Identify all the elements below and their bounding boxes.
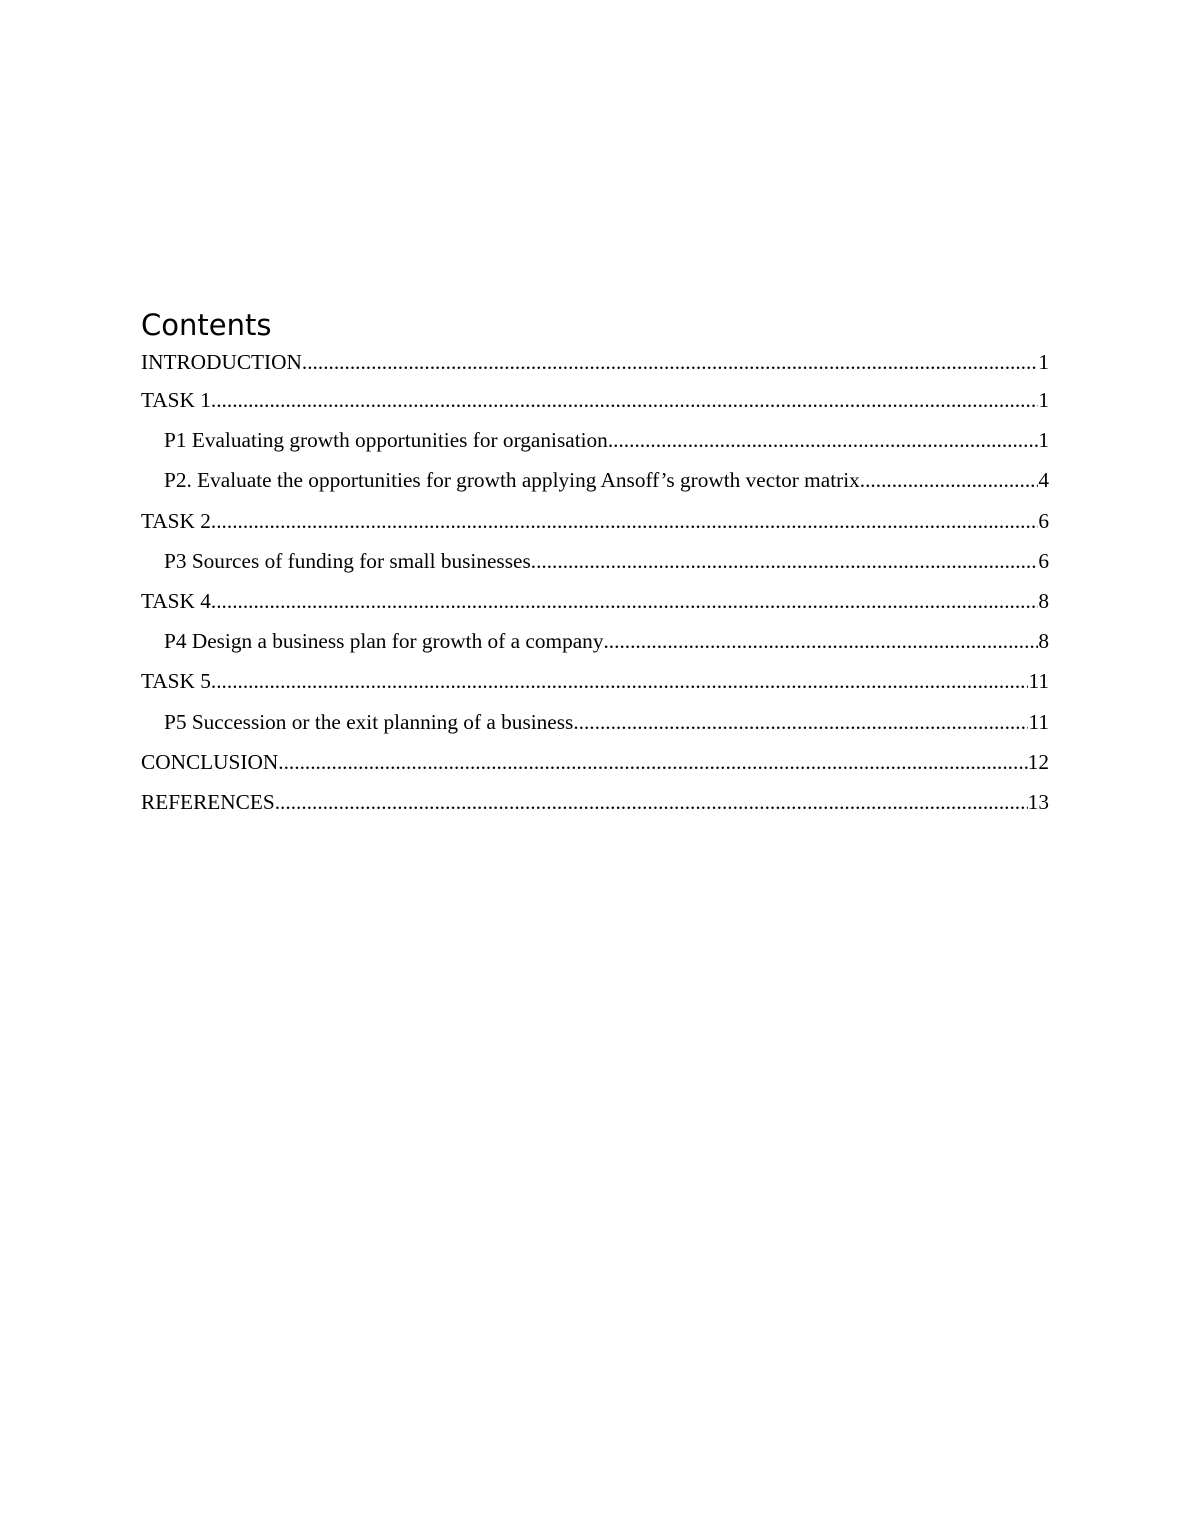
toc-entry-text: TASK 2 [141,508,211,533]
toc-dot-leader [275,782,1028,822]
toc-entry-p1[interactable] [141,420,1049,460]
toc-entry-p3[interactable] [141,541,1049,581]
toc-entry-text: REFERENCES [141,789,275,814]
toc-entry-p4[interactable] [141,621,1049,661]
toc-entry-text: P1 Evaluating growth opportunities for organisation [164,428,608,453]
toc-page-number: 6 [1038,508,1049,533]
toc-dot-leader [531,541,1039,581]
toc-entry-text: TASK 4 [141,588,211,613]
toc-page-number: 6 [1038,548,1049,573]
toc-dot-leader [302,344,1038,380]
toc-entry-task-4[interactable] [141,581,1049,621]
toc-entry-references[interactable] [141,782,1049,822]
toc-entry-p5[interactable] [141,702,1049,742]
toc-dot-leader [211,661,1029,701]
toc-entry-conclusion[interactable] [141,742,1049,782]
toc-page-number: 8 [1038,629,1049,654]
toc-entry-text: TASK 1 [141,388,211,412]
toc-entry-introduction[interactable] [141,344,1049,380]
toc-dot-leader [603,621,1038,661]
toc-entry-p2[interactable] [141,460,1049,500]
toc-list [141,344,1049,822]
toc-entry-text: P3 Sources of funding for small businesses [164,548,531,573]
toc-dot-leader [860,460,1039,500]
toc-dot-leader [608,420,1039,460]
toc-entry-text: P2. Evaluate the opportunities for growth applying Ansoff’s growth vector matrix [164,468,860,493]
toc-entry-text: CONCLUSION [141,749,279,774]
toc-dot-leader [573,702,1028,742]
toc-page-number: 1 [1038,428,1049,453]
toc-page-number: 13 [1027,789,1049,814]
toc-page-number: 1 [1038,388,1049,412]
toc-page-number: 11 [1028,709,1049,734]
toc-entry-text: P5 Succession or the exit planning of a business [164,709,574,734]
table-of-contents [141,306,1049,822]
toc-title: Contents [141,308,272,342]
toc-entry-task-5[interactable] [141,661,1049,701]
toc-dot-leader [211,501,1038,541]
toc-dot-leader [211,380,1038,420]
toc-page-number: 12 [1027,749,1049,774]
toc-page-number: 11 [1028,669,1049,694]
toc-entry-task-1[interactable] [141,380,1049,420]
toc-entry-text: P4 Design a business plan for growth of a company [164,629,604,654]
toc-page-number: 4 [1038,468,1049,493]
toc-page-number: 1 [1038,350,1049,374]
toc-entry-task-2[interactable] [141,501,1049,541]
toc-dot-leader [211,581,1038,621]
toc-entry-text: TASK 5 [141,669,211,694]
toc-page-number: 8 [1038,588,1049,613]
toc-dot-leader [278,742,1027,782]
toc-entry-text: INTRODUCTION [141,350,302,374]
